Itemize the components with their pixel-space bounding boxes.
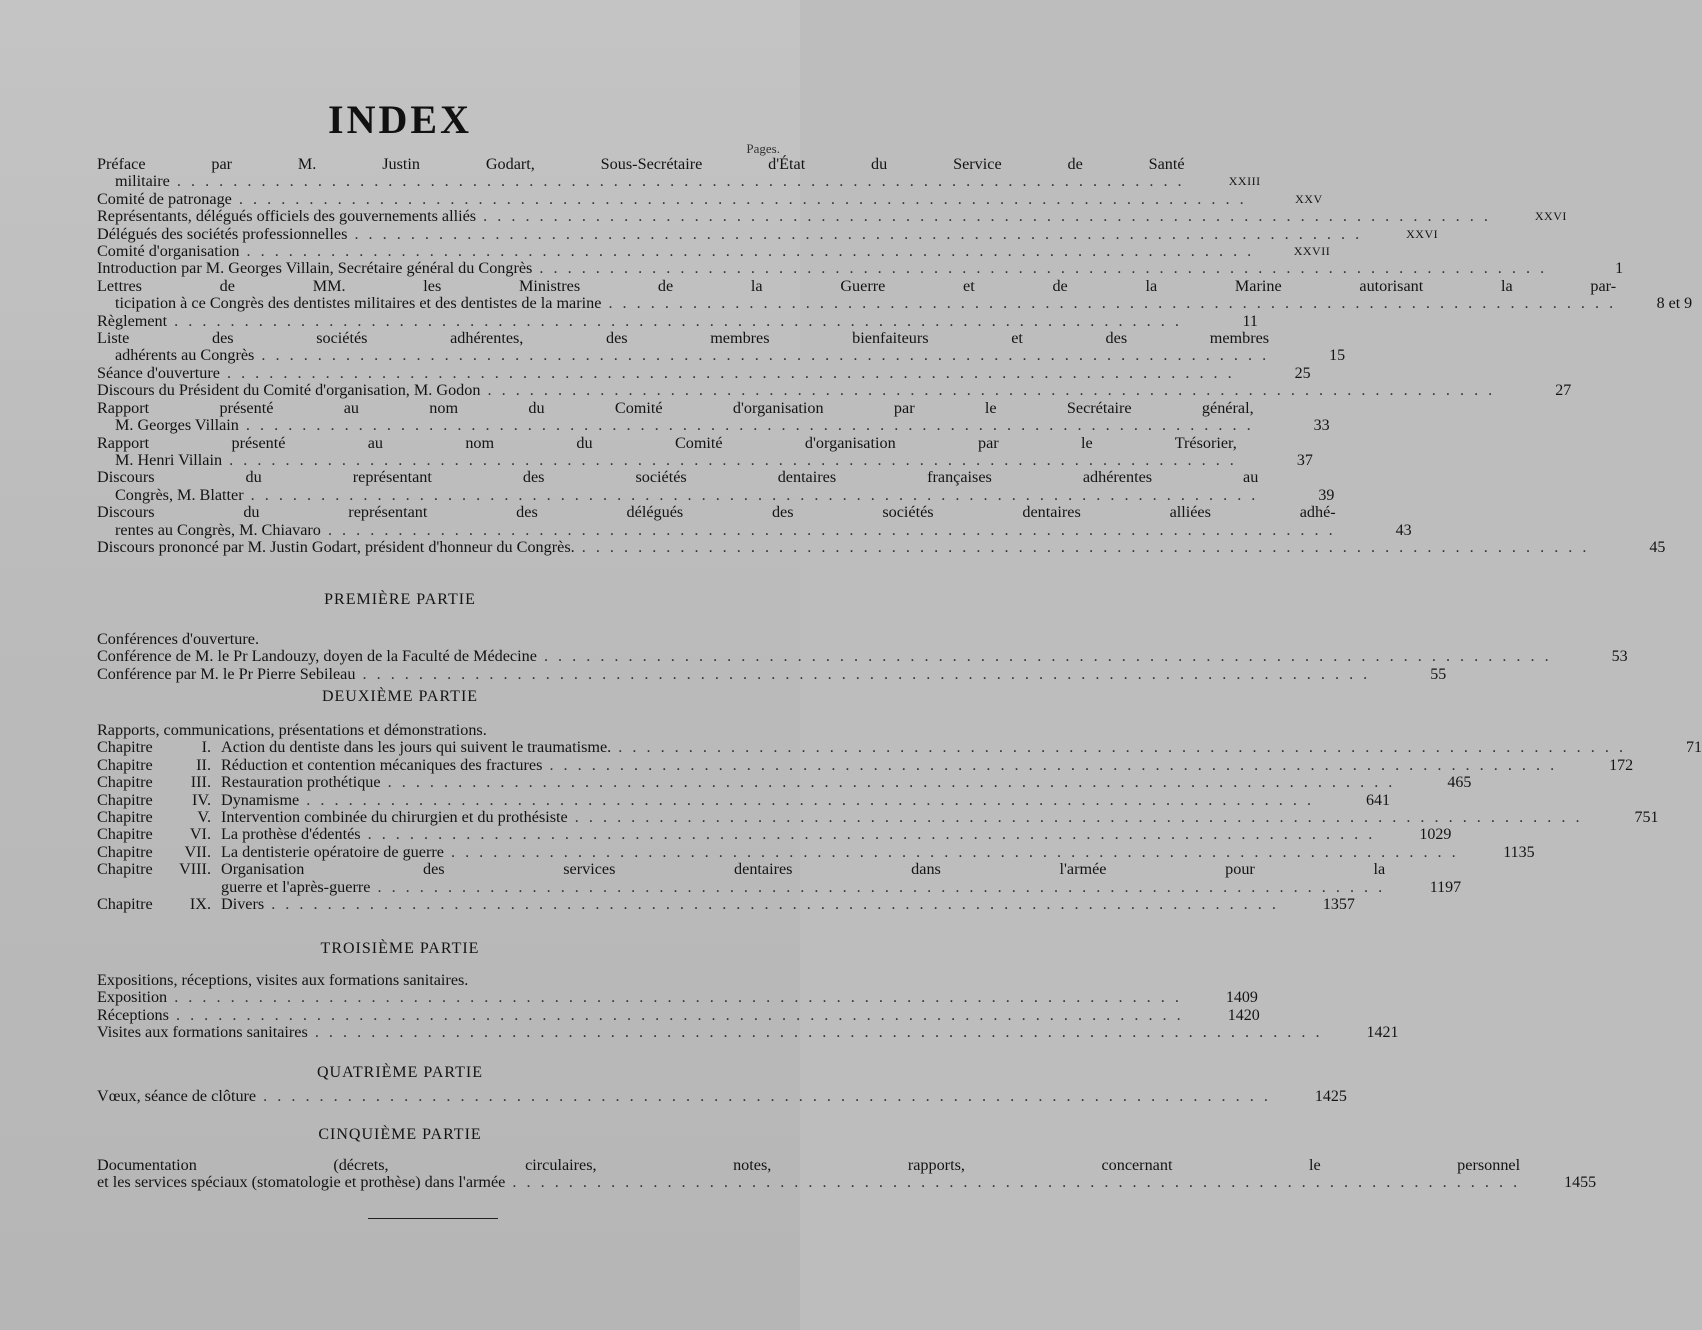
part4-section: [97, 1087, 1347, 1105]
part3-section: [97, 971, 1399, 1042]
page-number: 53: [1611, 648, 1628, 666]
entry-text: [97, 278, 1616, 313]
entry-line: [97, 487, 1258, 504]
entry-line: [97, 1174, 1520, 1191]
entry-text: [97, 666, 1370, 683]
part3-intro: Expositions, réceptions, visites aux formations sanitaires.: [97, 971, 469, 989]
dot-leader: . . . . . . . . . . . . . . . . . . . . . . . . . . . . . . . . . . . . . . . . . . . . . . . . . . . . . . . . . . . . . . . . . . . . . . . .: [443, 842, 1459, 861]
entry-line: [97, 1007, 1184, 1024]
entry-line-text: Vœux, séance de clôture: [97, 1087, 257, 1105]
entry-line-text: Discours du Président du Comité d'organisation, M. Godon: [97, 381, 481, 400]
index-entry[interactable]: [97, 1156, 1597, 1192]
entry-text: [97, 226, 1362, 243]
dot-leader: . . . . . . . . . . . . . . . . . . . . . . . . . . . . . . . . . . . . . . . . . . . . . . . . . . . . . . . . . . . . . . . . . . . . . . . .: [476, 207, 1491, 226]
part3-entries-list: [97, 988, 1399, 1042]
chapter-number: IX.: [189, 895, 211, 914]
part5-section: [97, 1156, 1597, 1192]
dot-leader: . . . . . . . . . . . . . . . . . . . . . . . . . . . . . . . . . . . . . . . . . . . . . . . . . . . . . . . . . . . . . . . . . . . . . . . .: [169, 172, 1185, 191]
entry-line: [221, 757, 1557, 774]
entry-text: [97, 469, 1258, 504]
index-entry[interactable]: [97, 647, 1628, 666]
entry-line: [97, 313, 1182, 330]
entry-line-text: M. Henri Villain: [115, 450, 223, 469]
part1-section: [97, 630, 1628, 683]
entry-line-text: et les services spéciaux (stomatologie et prothèse) dans l'armée: [97, 1173, 506, 1192]
dot-leader: . . . . . . . . . . . . . . . . . . . . . . . . . . . . . . . . . . . . . . . . . . . . . . . . . . . . . . . . . . . . . . . . . . . . . . . .: [219, 363, 1235, 382]
entry-text: [97, 1088, 1271, 1105]
entry-line-text: Représentants, délégués officiels des gouvernements alliés: [97, 207, 477, 226]
part2-section: [97, 721, 1702, 914]
entry-line-text: M. Georges Villain: [115, 416, 239, 435]
entry-text: [221, 861, 1385, 896]
page-number: 71: [1685, 739, 1702, 757]
entry-line: [97, 522, 1336, 539]
entry-line: [97, 417, 1254, 434]
page-number: XXIII: [1228, 174, 1261, 189]
entry-line: [97, 666, 1370, 683]
entry-line-text: Règlement: [97, 311, 168, 330]
entry-text: [221, 739, 1626, 756]
page-number: 1420: [1227, 1006, 1260, 1024]
entry-line: [221, 896, 1279, 913]
index-entry[interactable]: [97, 224, 1439, 243]
page-number: 1357: [1322, 896, 1355, 914]
entry-line-text: ticipation à ce Congrès des dentistes militaires et des dentistes de la marine: [115, 294, 602, 313]
index-entry[interactable]: [97, 773, 1472, 792]
dot-leader: . . . . . . . . . . . . . . . . . . . . . . . . . . . . . . . . . . . . . . . . . . . . . . . . . . . . . . . . . . . . . . . . . . . . . . . .: [360, 825, 1376, 844]
part1-intro: Conférences d'ouverture.: [97, 630, 260, 648]
index-entry[interactable]: [97, 259, 1624, 278]
entry-text: [97, 365, 1235, 382]
entry-line: [97, 347, 1269, 364]
entry-line: [221, 792, 1314, 809]
entry-text: [221, 774, 1395, 791]
dot-leader: . . . . . . . . . . . . . . . . . . . . . . . . . . . . . . . . . . . . . . . . . . . . . . . . . . . . . . . . . . . . . . . . . . . . . . . .: [347, 224, 1363, 243]
entry-line: Discours du représentant des délégués des sociétés dentaires alliées adhé-: [97, 503, 1336, 522]
entry-text: [221, 896, 1279, 913]
page-number: 1197: [1429, 878, 1462, 896]
entry-line: Liste des sociétés adhérentes, des membres bienfaiteurs et des membres: [97, 329, 1270, 348]
index-entry[interactable]: [97, 468, 1335, 504]
entry-line-text: Restauration prothétique: [221, 773, 381, 792]
page-number: 45: [1649, 538, 1666, 556]
chapter-number: II.: [196, 755, 211, 774]
entry-text: [97, 313, 1182, 330]
pages-column-label: Pages.: [746, 141, 780, 156]
entry-line-text: guerre et l'après-guerre: [221, 877, 371, 896]
dot-leader: . . . . . . . . . . . . . . . . . . . . . . . . . . . . . . . . . . . . . . . . . . . . . . . . . . . . . . . . . . . . . . . . . . . . . . . .: [307, 1023, 1323, 1042]
entry-line: [97, 539, 1589, 556]
index-entry[interactable]: [97, 1005, 1260, 1024]
index-entry[interactable]: [97, 155, 1261, 191]
entry-line-text: Visites aux formations sanitaires: [97, 1023, 308, 1042]
entry-line-text: Action du dentiste dans les jours qui suivent le traumatisme.: [221, 738, 612, 757]
entry-line: [97, 1088, 1271, 1105]
dot-leader: . . . . . . . . . . . . . . . . . . . . . . . . . . . . . . . . . . . . . . . . . . . . . . . . . . . . . . . . . . . . . . . . . . . . . . . .: [167, 988, 1182, 1007]
index-entry[interactable]: [97, 503, 1412, 539]
page-number: 27: [1555, 382, 1572, 400]
entry-line-text: La prothèse d'édentés: [221, 825, 361, 844]
entry-line: [97, 989, 1182, 1006]
entry-text: [97, 1024, 1323, 1041]
entry-line-text: Exposition: [97, 988, 168, 1007]
entry-line-text: militaire: [115, 172, 170, 191]
page-number: 37: [1296, 451, 1313, 469]
dot-leader: . . . . . . . . . . . . . . . . . . . . . . . . . . . . . . . . . . . . . . . . . . . . . . . . . . . . . . . . . . . . . . . . . . . . . . . .: [532, 259, 1548, 278]
entry-text: [97, 330, 1269, 365]
entry-line-text: Divers: [221, 895, 265, 914]
index-entry[interactable]: [97, 808, 1659, 827]
chapter-label: Chapitre: [97, 895, 153, 914]
chapter-label: Chapitre: [97, 738, 153, 757]
index-entry[interactable]: [97, 664, 1447, 683]
page-number: 1029: [1419, 826, 1452, 844]
entry-text: [97, 382, 1495, 399]
index-entry[interactable]: [97, 988, 1258, 1007]
entry-line-text: adhérents au Congrès: [115, 346, 255, 365]
part1-heading: PREMIÈRE PARTIE: [324, 591, 476, 608]
entry-text: [221, 826, 1375, 843]
chapter-label: Chapitre: [97, 773, 153, 792]
entry-line: Discours du représentant des sociétés dentaires françaises adhérentes au: [97, 468, 1259, 487]
dot-leader: . . . . . . . . . . . . . . . . . . . . . . . . . . . . . . . . . . . . . . . . . . . . . . . . . . . . . . . . . . . . . . . . . . . . . . . .: [254, 346, 1270, 365]
entry-line-text: Conférence de M. le Pr Landouzy, doyen de la Faculté de Médecine: [97, 647, 537, 666]
entry-line-text: Délégués des sociétés professionnelles: [97, 224, 348, 243]
dot-leader: . . . . . . . . . . . . . . . . . . . . . . . . . . . . . . . . . . . . . . . . . . . . . . . . . . . . . . . . . . . . . . . . . . . . . . . .: [256, 1087, 1271, 1105]
entry-line: [221, 739, 1626, 756]
page-number: 1425: [1314, 1088, 1347, 1105]
part2-heading: DEUXIÈME PARTIE: [321, 688, 479, 705]
closing-rule: [368, 1218, 498, 1219]
dot-leader: . . . . . . . . . . . . . . . . . . . . . . . . . . . . . . . . . . . . . . . . . . . . . . . . . . . . . . . . . . . . . . . . . . . . . . . .: [355, 664, 1371, 683]
entry-line: [97, 191, 1247, 208]
entry-line: Rapport présenté au nom du Comité d'organisation par le Trésorier,: [97, 433, 1237, 452]
dot-leader: . . . . . . . . . . . . . . . . . . . . . . . . . . . . . . . . . . . . . . . . . . . . . . . . . . . . . . . . . . . . . . . . . . . . . . . .: [505, 1173, 1521, 1192]
index-entry[interactable]: [97, 537, 1666, 556]
dot-leader: . . . . . . . . . . . . . . . . . . . . . . . . . . . . . . . . . . . . . . . . . . . . . . . . . . . . . . . . . . . . . . . . . . . . . . . .: [567, 808, 1583, 827]
chapter-label: Chapitre: [97, 842, 153, 861]
chapter-label: Chapitre: [97, 860, 153, 879]
entry-line-text: Conférence par M. le Pr Pierre Sebileau: [97, 664, 356, 683]
page-number: 39: [1318, 486, 1335, 504]
entry-text: [97, 208, 1491, 225]
dot-leader: . . . . . . . . . . . . . . . . . . . . . . . . . . . . . . . . . . . . . . . . . . . . . . . . . . . . . . . . . . . . . . . . . . . . . . . .: [370, 877, 1386, 896]
chapter-label: Chapitre: [97, 825, 153, 844]
index-entry[interactable]: [97, 276, 1693, 313]
entry-text: [97, 1157, 1520, 1192]
part5-heading: CINQUIÈME PARTIE: [318, 1126, 482, 1143]
entry-line-text: Dynamisme: [221, 790, 300, 809]
index-entry[interactable]: [97, 189, 1323, 208]
entry-line: [97, 173, 1185, 190]
entry-line: [97, 226, 1362, 243]
entry-text: [97, 539, 1589, 556]
chapter-number: I.: [201, 738, 211, 757]
dot-leader: . . . . . . . . . . . . . . . . . . . . . . . . . . . . . . . . . . . . . . . . . . . . . . . . . . . . . . . . . . . . . . . . . . . . . . . .: [167, 311, 1182, 330]
entry-line: Préface par M. Justin Godart, Sous-Secrétaire d'État du Service de Santé: [97, 155, 1185, 173]
dot-leader: . . . . . . . . . . . . . . . . . . . . . . . . . . . . . . . . . . . . . . . . . . . . . . . . . . . . . . . . . . . . . . . . . . . . . . . .: [542, 755, 1558, 774]
entry-line: [97, 260, 1547, 277]
entry-line: [221, 809, 1583, 826]
entry-line: [221, 879, 1385, 896]
page-number: 1135: [1503, 843, 1535, 861]
entry-text: [97, 400, 1254, 435]
entry-line: [221, 844, 1459, 861]
entry-text: [97, 156, 1185, 191]
entry-text: [97, 260, 1547, 277]
index-entry[interactable]: [97, 1023, 1399, 1042]
entry-line-text: rentes au Congrès, M. Chiavaro: [115, 520, 321, 539]
index-entry[interactable]: [97, 860, 1462, 896]
page-number: 33: [1313, 417, 1330, 435]
index-entry[interactable]: [97, 895, 1355, 914]
entry-text: [97, 1007, 1184, 1024]
part3-heading: TROISIÈME PARTIE: [320, 940, 480, 957]
entry-line: [97, 365, 1235, 382]
index-entry[interactable]: [97, 381, 1572, 400]
page-number: XXV: [1295, 191, 1323, 206]
page-number: 55: [1430, 665, 1447, 683]
entry-line-text: Congrès, M. Blatter: [115, 485, 244, 504]
entry-text: [97, 989, 1182, 1006]
entry-line: [97, 452, 1237, 469]
entry-line-text: Intervention combinée du chirurgien et du prothésiste: [221, 808, 568, 827]
entry-line-text: Comité d'organisation: [97, 242, 240, 261]
page-number: 43: [1395, 521, 1412, 539]
dot-leader: . . . . . . . . . . . . . . . . . . . . . . . . . . . . . . . . . . . . . . . . . . . . . . . . . . . . . . . . . . . . . . . . . . . . . . . .: [320, 520, 1336, 539]
entry-line: [97, 648, 1552, 665]
index-entry[interactable]: [97, 207, 1567, 226]
part4-entries-list: [97, 1087, 1347, 1105]
part1-entries-list: [97, 647, 1628, 683]
index-entry[interactable]: [97, 398, 1330, 435]
entry-line-text: Comité de patronage: [97, 189, 232, 208]
index-entry[interactable]: [97, 1087, 1347, 1105]
entry-text: [221, 809, 1583, 826]
page-number: 1409: [1225, 989, 1258, 1007]
entry-line: [97, 243, 1254, 260]
page-number: 1455: [1564, 1174, 1597, 1192]
entry-line: Documentation (décrets, circulaires, notes, rapports, concernant le personnel: [97, 1156, 1521, 1174]
index-entry[interactable]: [97, 242, 1331, 261]
chapter-number: IV.: [191, 790, 211, 809]
chapter-number: III.: [190, 773, 211, 792]
page-number: 465: [1447, 774, 1472, 792]
intro-entries-list: [97, 155, 1693, 556]
part4-heading: QUATRIÈME PARTIE: [316, 1064, 483, 1081]
index-entry[interactable]: [97, 363, 1311, 382]
page-number: 11: [1242, 312, 1258, 330]
entry-line: [221, 826, 1375, 843]
chapter-number: VI.: [189, 825, 211, 844]
dot-leader: . . . . . . . . . . . . . . . . . . . . . . . . . . . . . . . . . . . . . . . . . . . . . . . . . . . . . . . . . . . . . . . . . . . . . . . .: [536, 647, 1552, 666]
entry-line: Lettres de MM. les Ministres de la Guerre et de la Marine autorisant la par-: [97, 276, 1617, 295]
index-entry[interactable]: [97, 755, 1634, 774]
page-number: 1421: [1366, 1024, 1399, 1042]
page-number: 641: [1365, 791, 1390, 809]
dot-leader: . . . . . . . . . . . . . . . . . . . . . . . . . . . . . . . . . . . . . . . . . . . . . . . . . . . . . . . . . . . . . . . . . . . . . . . .: [480, 381, 1496, 400]
chapter-number: V.: [197, 808, 211, 827]
entry-text: [97, 191, 1247, 208]
entry-text: [97, 435, 1237, 470]
page-number: 172: [1609, 756, 1634, 774]
entry-line: [97, 295, 1616, 312]
dot-leader: . . . . . . . . . . . . . . . . . . . . . . . . . . . . . . . . . . . . . . . . . . . . . . . . . . . . . . . . . . . . . . . . . . . . . . . .: [574, 537, 1590, 556]
chapter-label: Chapitre: [97, 808, 153, 827]
index-entry[interactable]: [97, 825, 1452, 844]
dot-leader: . . . . . . . . . . . . . . . . . . . . . . . . . . . . . . . . . . . . . . . . . . . . . . . . . . . . . . . . . . . . . . . . . . . . . . . .: [168, 1005, 1184, 1024]
index-entry[interactable]: [97, 842, 1535, 861]
chapter-label: Chapitre: [97, 790, 153, 809]
dot-leader: . . . . . . . . . . . . . . . . . . . . . . . . . . . . . . . . . . . . . . . . . . . . . . . . . . . . . . . . . . . . . . . . . . . . . . . .: [601, 294, 1617, 313]
dot-leader: . . . . . . . . . . . . . . . . . . . . . . . . . . . . . . . . . . . . . . . . . . . . . . . . . . . . . . . . . . . . . . . . . . . . . . . .: [380, 773, 1396, 792]
entry-line-text: Discours prononcé par M. Justin Godart, président d'honneur du Congrès.: [97, 537, 575, 556]
entry-text: [97, 504, 1336, 539]
entry-line: [97, 1024, 1323, 1041]
page-number: XXVI: [1406, 226, 1439, 241]
entry-line: [221, 774, 1395, 791]
entry-line: [97, 382, 1495, 399]
page-title: INDEX: [328, 97, 472, 142]
part5-entries-list: [97, 1156, 1597, 1192]
entry-line-text: Réduction et contention mécaniques des fractures: [221, 755, 543, 774]
index-entry[interactable]: [97, 329, 1346, 365]
index-entry[interactable]: [97, 738, 1702, 757]
page-number: 15: [1329, 347, 1346, 365]
page-number: 25: [1294, 364, 1311, 382]
entry-line-text: Réceptions: [97, 1005, 169, 1024]
chapter-number: VIII.: [179, 860, 211, 879]
index-entry[interactable]: [97, 311, 1258, 330]
entry-text: [221, 792, 1314, 809]
dot-leader: . . . . . . . . . . . . . . . . . . . . . . . . . . . . . . . . . . . . . . . . . . . . . . . . . . . . . . . . . . . . . . . . . . . . . . . .: [299, 790, 1314, 809]
entry-text: [97, 648, 1552, 665]
index-entry[interactable]: [97, 433, 1313, 470]
dot-leader: . . . . . . . . . . . . . . . . . . . . . . . . . . . . . . . . . . . . . . . . . . . . . . . . . . . . . . . . . . . . . . . . . . . . . . . .: [231, 189, 1247, 208]
dot-leader: . . . . . . . . . . . . . . . . . . . . . . . . . . . . . . . . . . . . . . . . . . . . . . . . . . . . . . . . . . . . . . . . . . . . . . . .: [243, 485, 1259, 504]
chapter-label: Chapitre: [97, 755, 153, 774]
dot-leader: . . . . . . . . . . . . . . . . . . . . . . . . . . . . . . . . . . . . . . . . . . . . . . . . . . . . . . . . . . . . . . . . . . . . . . . .: [222, 450, 1237, 469]
dot-leader: . . . . . . . . . . . . . . . . . . . . . . . . . . . . . . . . . . . . . . . . . . . . . . . . . . . . . . . . . . . . . . . . . . . . . . . .: [239, 242, 1255, 261]
page-number: 8 et 9: [1656, 295, 1693, 313]
entry-line: Organisation des services dentaires dans l'armée pour la: [221, 860, 1386, 879]
entry-line-text: Introduction par M. Georges Villain, Secrétaire général du Congrès: [97, 259, 533, 278]
chapter-number: VII.: [184, 842, 211, 861]
dot-leader: . . . . . . . . . . . . . . . . . . . . . . . . . . . . . . . . . . . . . . . . . . . . . . . . . . . . . . . . . . . . . . . . . . . . . . . .: [611, 738, 1626, 757]
dot-leader: . . . . . . . . . . . . . . . . . . . . . . . . . . . . . . . . . . . . . . . . . . . . . . . . . . . . . . . . . . . . . . . . . . . . . . . .: [264, 895, 1279, 914]
page-number: 751: [1634, 809, 1659, 827]
entry-text: [97, 243, 1254, 260]
page-number: 1: [1615, 260, 1624, 278]
entry-line-text: Séance d'ouverture: [97, 363, 220, 382]
entry-line-text: La dentisterie opératoire de guerre: [221, 842, 444, 861]
page-number: XXVII: [1293, 244, 1331, 259]
entry-text: [221, 844, 1459, 861]
entry-line: [97, 208, 1491, 225]
index-entry[interactable]: [97, 790, 1390, 809]
part2-chapters-list: [97, 738, 1702, 914]
dot-leader: . . . . . . . . . . . . . . . . . . . . . . . . . . . . . . . . . . . . . . . . . . . . . . . . . . . . . . . . . . . . . . . . . . . . . . . .: [238, 416, 1254, 435]
page-number: XXVI: [1534, 209, 1567, 224]
entry-line: Rapport présenté au nom du Comité d'organisation par le Secrétaire général,: [97, 398, 1254, 417]
part2-intro: Rapports, communications, présentations et démonstrations.: [97, 721, 487, 739]
entry-text: [221, 757, 1557, 774]
